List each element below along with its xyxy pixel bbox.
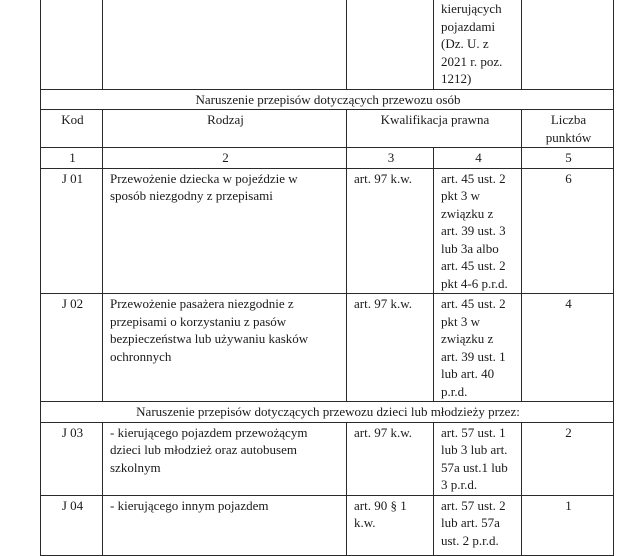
subsection-heading-row (41, 402, 614, 423)
offense-description: Przewożenie pasażera niezgodnie z przepisami o korzystaniu z pasów bezpieczeństwa lub używaniu kasków ochronnych (103, 294, 347, 402)
legal-article: art. 90 § 1 k.w. (347, 495, 434, 555)
penalty-points: 6 (522, 168, 614, 294)
table-row (41, 294, 614, 402)
legal-basis-fragment: kierujących pojazdami (Dz. U. z 2021 r. poz. 1212) (434, 0, 522, 89)
header-kwalifikacja: Kwalifikacja prawna (347, 110, 522, 148)
offense-code: J 02 (41, 294, 103, 402)
penalty-points: 4 (522, 294, 614, 402)
offense-description: - kierującego innym pojazdem (103, 495, 347, 555)
subsection-title: Naruszenie przepisów dotyczących przewozu dzieci lub młodzieży przez: (41, 402, 614, 423)
table-row (41, 422, 614, 495)
legal-basis: art. 45 ust. 2 pkt 3 w związku z art. 39 ust. 1 lub art. 40 p.r.d. (434, 294, 522, 402)
legal-article: art. 97 k.w. (347, 294, 434, 402)
table-row (41, 495, 614, 555)
empty-cell (522, 0, 614, 89)
offense-code: J 03 (41, 422, 103, 495)
offense-description: Przewożenie dziecka w pojeździe w sposób niezgodny z przepisami (103, 168, 347, 294)
legal-basis: art. 45 ust. 2 pkt 3 w związku z art. 39 ust. 3 lub 3a albo art. 45 ust. 2 pkt 4-6 p.r.d. (434, 168, 522, 294)
penalty-points: 1 (522, 495, 614, 555)
empty-cell (347, 0, 434, 89)
legal-article: art. 97 k.w. (347, 168, 434, 294)
column-number: 3 (347, 148, 434, 169)
header-liczba-punktow: Liczba punktów (522, 110, 614, 148)
column-number: 1 (41, 148, 103, 169)
legal-article: art. 97 k.w. (347, 422, 434, 495)
legal-basis: art. 57 ust. 2 lub art. 57a ust. 2 p.r.d. (434, 495, 522, 555)
offense-description: - kierującego pojazdem przewożącym dzieci lub młodzież oraz autobusem szkolnym (103, 422, 347, 495)
legal-basis: art. 57 ust. 1 lub 3 lub art. 57a ust.1 lub 3 p.r.d. (434, 422, 522, 495)
header-rodzaj: Rodzaj (103, 110, 347, 148)
offense-code: J 01 (41, 168, 103, 294)
empty-cell (41, 0, 103, 89)
header-row (41, 110, 614, 148)
column-number: 4 (434, 148, 522, 169)
header-kod: Kod (41, 110, 103, 148)
column-number: 5 (522, 148, 614, 169)
penalty-points-table (40, 0, 614, 556)
column-number: 2 (103, 148, 347, 169)
table-row (41, 0, 614, 89)
section-heading-row (41, 89, 614, 110)
empty-cell (103, 0, 347, 89)
column-number-row (41, 148, 614, 169)
offense-code: J 04 (41, 495, 103, 555)
table-row (41, 168, 614, 294)
penalty-points: 2 (522, 422, 614, 495)
section-title: Naruszenie przepisów dotyczących przewozu osób (41, 89, 614, 110)
